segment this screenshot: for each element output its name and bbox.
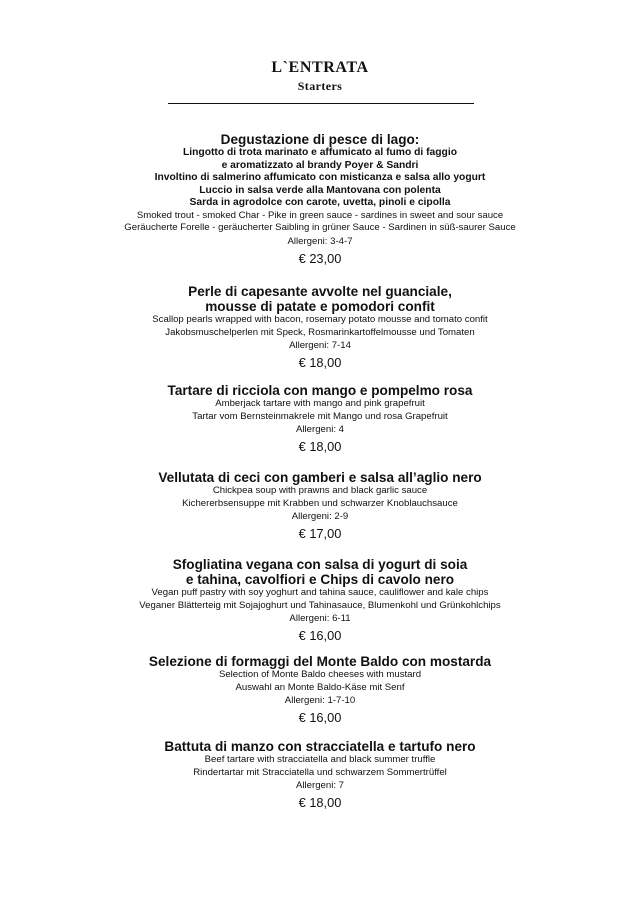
dish-allergens: Allergeni: 2-9 [291, 511, 349, 522]
dish-price: € 16,00 [298, 710, 342, 725]
dish-italian-line: Involtino di salmerino affumicato con misticanza e salsa allo yogurt [154, 172, 486, 183]
dish-english: Beef tartare with stracciatella and black summer truffle [204, 754, 436, 765]
dish-price: € 17,00 [298, 526, 342, 541]
dish-degustazione [0, 132, 640, 267]
dish-english: Amberjack tartare with mango and pink grapefruit [215, 398, 425, 409]
dish-german: Veganer Blätterteig mit Sojajoghurt und Tahinasauce, Blumenkohl und Grünkohlchips [139, 599, 501, 611]
menu-subtitle: Starters [297, 79, 343, 93]
dish-english: Selection of Monte Baldo cheeses with mustard [218, 669, 422, 680]
dish-english: Vegan puff pastry with soy yoghurt and tahina sauce, cauliflower and kale chips [151, 587, 489, 598]
dish-allergens: Allergeni: 1-7-10 [284, 695, 356, 706]
dish-german: Geräucherte Forelle - geräucherter Saibling in grüner Sauce - Sardinen in süß-saurer Sauce [124, 222, 516, 233]
dish-tartare-ricciola [0, 383, 640, 455]
dish-english: Chickpea soup with prawns and black garlic sauce [212, 485, 428, 496]
header-divider [168, 103, 474, 104]
dish-price: € 18,00 [298, 439, 342, 454]
dish-italian-line: Luccio in salsa verde alla Mantovana con polenta [199, 184, 441, 196]
dish-allergens: Allergeni: 6-11 [289, 613, 351, 624]
dish-allergens: Allergeni: 4 [296, 424, 344, 435]
dish-english: Smoked trout - smoked Char - Pike in green sauce - sardines in sweet and sour sauce [136, 209, 504, 221]
dish-name: Perle di capesante avvolte nel guanciale, [188, 284, 452, 299]
dish-price: € 23,00 [298, 250, 342, 266]
dish-german: Kichererbsensuppe mit Krabben und schwarzer Knoblauchsauce [182, 497, 458, 509]
dish-german: Auswahl an Monte Baldo-Käse mit Senf [235, 681, 405, 693]
dish-italian-line: Sarda in agrodolce con carote, uvetta, pinoli e cipolla [189, 197, 451, 208]
dish-formaggi-monte-baldo [0, 654, 640, 726]
dish-italian-line: Lingotto di trota marinato e affumicato al fumo di faggio [182, 147, 457, 158]
dish-name: Sfogliatina vegana con salsa di yogurt di soia [172, 557, 468, 572]
dish-name: mousse di patate e pomodori confit [205, 299, 435, 314]
dish-name: Tartare di ricciola con mango e pompelmo rosa [167, 383, 473, 398]
dish-name: e tahina, cavolfiori e Chips di cavolo nero [185, 572, 455, 587]
dish-allergens: Allergeni: 3-4-7 [287, 235, 353, 247]
menu-header [0, 58, 640, 94]
dish-german: Rindertartar mit Stracciatella und schwarzem Sommertrüffel [193, 766, 447, 778]
dish-battuta-manzo [0, 739, 640, 811]
dish-vellutata-ceci [0, 470, 640, 542]
dish-german: Tartar vom Bernsteinmakrele mit Mango und rosa Grapefruit [192, 410, 448, 422]
dish-italian-line: e aromatizzato al brandy Poyer & Sandri [221, 159, 419, 171]
dish-english: Scallop pearls wrapped with bacon, rosemary potato mousse and tomato confit [152, 314, 488, 325]
dish-sfogliatina-vegana [0, 557, 640, 644]
dish-name: Selezione di formaggi del Monte Baldo con mostarda [148, 654, 492, 669]
dish-allergens: Allergeni: 7-14 [289, 340, 351, 351]
dish-name: Vellutata di ceci con gamberi e salsa all’aglio nero [158, 470, 482, 485]
dish-german: Jakobsmuschelperlen mit Speck, Rosmarinkartoffelmousse und Tomaten [165, 326, 475, 338]
dish-name: Degustazione di pesce di lago: [220, 132, 420, 147]
dish-perle-capesante [0, 284, 640, 371]
dish-price: € 18,00 [298, 795, 342, 810]
dish-allergens: Allergeni: 7 [296, 780, 344, 791]
dish-price: € 18,00 [298, 355, 342, 370]
dish-name: Battuta di manzo con stracciatella e tartufo nero [164, 739, 476, 754]
menu-title: L`ENTRATA [271, 59, 369, 76]
dish-price: € 16,00 [298, 628, 342, 643]
